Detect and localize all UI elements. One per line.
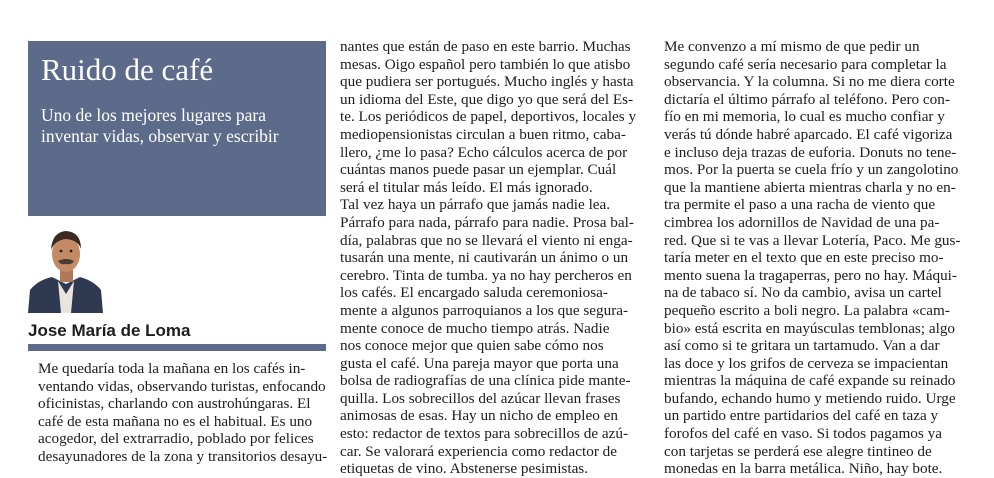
text-line: car. Se valorará experiencia como redactor de	[340, 442, 618, 460]
text-line: segundo café sería necesario para completar la	[664, 55, 947, 73]
text-line: ventando vidas, observando turistas, enfocando	[38, 377, 326, 395]
text-line: e incluso deja trazas de euforia. Donuts no tene-	[664, 143, 957, 161]
text-line: mente a algunos parroquianos a los que segura-	[340, 301, 629, 319]
text-line: esto: redactor de textos para sobrecillos de azú-	[340, 425, 629, 443]
text-line: nantes que están de paso en este barrio. Muchas	[340, 38, 631, 55]
text-line: taría meter en el texto que en este preciso mo-	[664, 249, 944, 267]
text-line: verás tú dónde habré aparcado. El café vigoriza	[664, 125, 953, 143]
text-line: dictaría el último párrafo al teléfono. Pero con-	[664, 90, 950, 108]
text-line: mento suena la tragaperras, pero no hay. Máqui-	[664, 266, 957, 284]
author-name: Jose María de Loma	[28, 321, 191, 340]
text-line: tra permite el paso a una racha de viento que	[664, 196, 936, 214]
text-line: cerebro. Tinta de tumba. ya no hay percheros en	[340, 266, 632, 284]
text-line: mesas. Oigo español pero también lo que atisbo	[340, 55, 631, 73]
text-line: bio» está escrita en mayúsculas temblonas; algo	[664, 319, 956, 337]
text-line: mientras la máquina de café expande su reinado	[664, 372, 956, 390]
article-title: Ruido de café	[41, 52, 214, 87]
text-line: será el titular más leído. El más ignorado.	[340, 178, 593, 196]
article-header	[28, 41, 326, 216]
subtitle-line: inventar vidas, observar y escribir	[41, 126, 279, 146]
text-line: cuántas manos puede pasar un ejemplar. Cuál	[340, 161, 617, 179]
text-line: las doce y los grifos de cerveza se impacientan	[664, 354, 949, 372]
text-line: un idioma del Este, que digo yo que será del Es-	[340, 90, 634, 108]
text-line: bolsa de radiografías de una clínica pide mante-	[340, 372, 631, 390]
text-line: quilla. Los sobrecillos del azúcar llevan frases	[340, 389, 621, 407]
text-line: día, palabras que no se llevará el viento ni enga-	[340, 231, 633, 249]
text-line: bufando, echando humo y metiendo ruido. Urge	[664, 389, 956, 407]
text-line: etiquetas de vino. Abstenerse pesimistas.	[340, 460, 589, 478]
text-line: mediopensionistas circulan a buen ritmo, caba-	[340, 125, 626, 143]
subtitle-line: Uno de los mejores lugares para	[41, 105, 266, 125]
text-line: te. Los periódicos de papel, deportivos, locales y	[340, 108, 637, 126]
text-line: desayunadores de la zona y transitorios desayu-	[38, 447, 328, 465]
text-line: fío en mi memoria, lo cual es mucho confiar y	[664, 108, 945, 126]
text-line: Tal vez haya un párrafo que jamás nadie lea.	[340, 196, 611, 214]
text-line: forofos del café en vaso. Si todos pagamos ya	[664, 425, 942, 443]
text-line: los cafés. El encargado saluda ceremoniosa-	[340, 284, 608, 302]
author-divider	[28, 344, 326, 351]
text-line: nos conoce mejor que quien sabe cómo nos	[340, 337, 604, 355]
text-line: mos. Por la puerta se cuela frío y un zangolotino	[664, 161, 959, 179]
text-line: Me convenzo a mí mismo de que pedir un	[664, 38, 920, 55]
text-line: Me quedaría toda la mañana en los cafés in-	[38, 360, 306, 377]
text-line: que pudiera ser portugués. Mucho inglés y hasta	[340, 73, 634, 91]
text-line: tusarán una mente, ni cautivarán un ánimo o un	[340, 249, 629, 267]
text-line: cimbrea los adornillos de Navidad de una pa-	[664, 213, 940, 231]
text-line: oficinistas, charlando con austrohúngaras. El	[38, 395, 311, 413]
article-column-2	[340, 38, 640, 478]
text-line: Párrafo para nada, párrafo para nadie. Prosa bal-	[340, 213, 634, 231]
text-line: animosas de esas. Hay un nicho de empleo en	[340, 407, 618, 425]
text-line: pequeño escrito a boli negro. La palabra «cam-	[664, 301, 950, 319]
text-line: mente conoce de mucho tiempo atrás. Nadie	[340, 319, 610, 337]
article-column-1	[38, 360, 326, 466]
text-line: na de tabaco sí. No da cambio, avisa un cartel	[664, 284, 942, 302]
text-line: que la mantiene abierta mientras charla y no en-	[664, 178, 956, 196]
text-line: con tarjetas se perderá ese alegre tintineo de	[664, 442, 932, 460]
text-line: llero, ¿me lo pasa? Echo cálculos acerca de por	[340, 143, 628, 161]
author-photo	[28, 224, 103, 313]
text-line: café de esta mañana no es el habitual. Es uno	[38, 412, 313, 430]
text-line: monedas en la barra metálica. Niño, hay bote.	[664, 460, 943, 478]
text-line: observancia. Y la columna. Si no me diera corte	[664, 73, 955, 91]
text-line: así como si te gritara un tartamudo. Van a dar	[664, 337, 940, 355]
text-line: un partido entre partidarios del café en taza y	[664, 407, 939, 425]
text-line: gusta el café. Una pareja mayor que porta una	[340, 354, 619, 372]
article-column-3	[664, 38, 964, 478]
article-subtitle	[41, 105, 314, 147]
text-line: red. Que si te vas a llevar Lotería, Paco. Me gus-	[664, 231, 961, 249]
text-line: acogedor, del extrarradio, poblado por felices	[38, 430, 314, 448]
